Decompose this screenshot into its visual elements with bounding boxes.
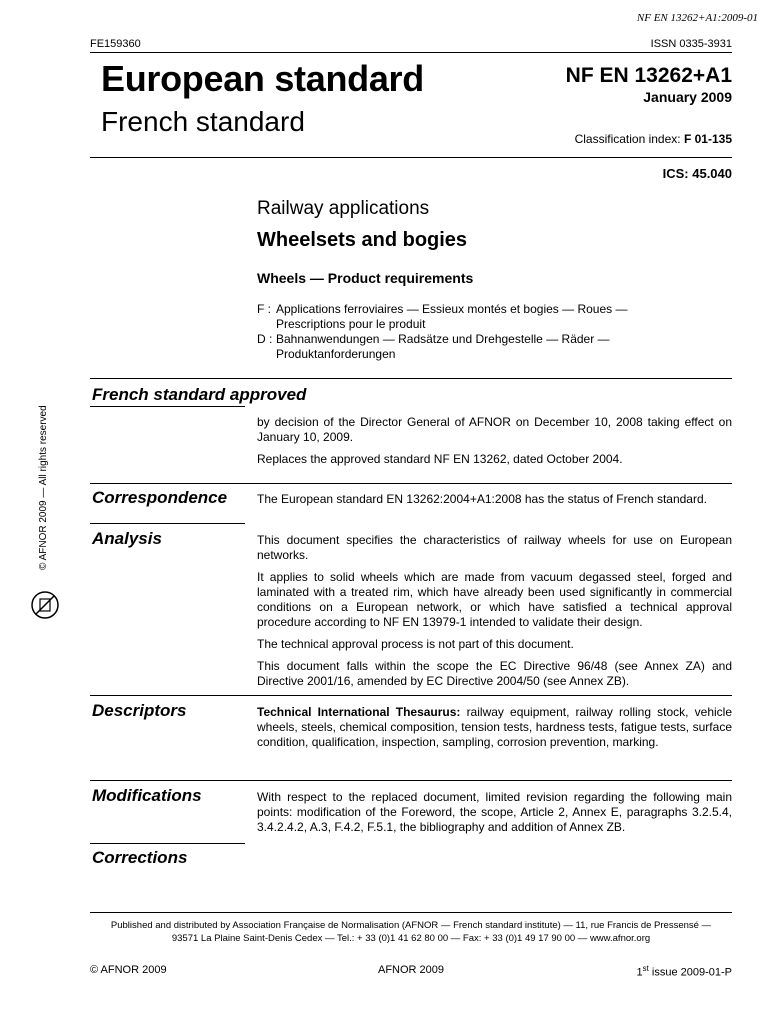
publisher-info bbox=[90, 919, 732, 945]
ics-code: ICS: 45.040 bbox=[662, 166, 732, 181]
analysis-paragraph-4: This document falls within the scope the EC Directive 96/48 (see Annex ZA) and Directive 2001/16, amended by EC Directive 2004/50 (see Annex ZB). bbox=[257, 659, 732, 688]
approved-paragraph-1: by decision of the Director General of AFNOR on December 10, 2008 taking effect on January 10, 2009. bbox=[257, 415, 732, 444]
section-rule-approved bbox=[90, 378, 732, 379]
standard-number: NF EN 13262+A1 bbox=[565, 64, 732, 87]
issue-text: issue 2009-01-P bbox=[648, 966, 732, 979]
section-title-corrections: Corrections bbox=[92, 848, 188, 867]
section-rule-analysis bbox=[90, 523, 245, 524]
section-body-approved bbox=[257, 415, 732, 474]
section-body-analysis bbox=[257, 533, 732, 696]
correspondence-paragraph-1: The European standard EN 13262:2004+A1:2008 has the status of French standard. bbox=[257, 492, 707, 506]
european-standard-title: European standard bbox=[101, 58, 424, 99]
no-copy-stamp-icon bbox=[30, 590, 60, 620]
subject-line-1: Railway applications bbox=[257, 198, 430, 219]
publication-date: January 2009 bbox=[643, 89, 732, 105]
section-title-approved: French standard approved bbox=[92, 385, 307, 404]
classification-index bbox=[575, 132, 732, 146]
modifications-paragraph-1: With respect to the replaced document, limited revision regarding the following main points: modification of the Foreword, the scope, Article 2, Annex E, paragraphs 3.2.5.4, 3.4.2.4.2, A.3, F.4.2, F.5.1, the bibliography and addition of Annex ZB. bbox=[257, 790, 732, 834]
section-title-analysis: Analysis bbox=[92, 529, 162, 548]
section-title-correspondence: Correspondence bbox=[92, 488, 228, 507]
issue-number: 1 bbox=[636, 966, 643, 979]
section-body-descriptors bbox=[257, 705, 732, 757]
translation-german bbox=[257, 332, 697, 362]
classification-label: Classification index: bbox=[574, 132, 681, 146]
section-underline-approved bbox=[90, 406, 245, 407]
subject-line-3: Wheels — Product requirements bbox=[257, 270, 474, 286]
section-body-modifications bbox=[257, 790, 732, 842]
publisher-line-2: 93571 La Plaine Saint-Denis Cedex — Tel.: + 33 (0)1 41 62 80 00 — Fax: + 33 (0)1 49 17 90 00 — www.afnor.org bbox=[171, 933, 651, 944]
header-rule bbox=[90, 52, 732, 53]
section-rule-correspondence bbox=[90, 483, 732, 484]
publisher-line-1: Published and distributed by Association Française de Normalisation (AFNOR — French standard institute) — 11, rue Francis de Pressensé — bbox=[110, 920, 712, 931]
copyright-side-text: © AFNOR 2009 — All rights reserved bbox=[38, 405, 49, 570]
footer-center: AFNOR 2009 bbox=[378, 964, 445, 976]
section-title-descriptors: Descriptors bbox=[92, 701, 187, 720]
document-reference: NF EN 13262+A1:2009-01 bbox=[636, 12, 758, 24]
footer-copyright: © AFNOR 2009 bbox=[90, 964, 167, 976]
analysis-paragraph-2: It applies to solid wheels which are made from vacuum degassed steel, forged and laminated with a treated rim, which have already been used significantly in commercial conditions on a European network, or which have satisfied a technical approval procedure according to NF EN 13979-1 intended to validate their design. bbox=[257, 570, 732, 629]
analysis-paragraph-1: This document specifies the characteristics of railway wheels for use on European networks. bbox=[257, 533, 732, 562]
section-body-correspondence bbox=[257, 492, 732, 514]
title-rule bbox=[90, 157, 732, 158]
translation-french bbox=[257, 302, 697, 332]
issn-number: ISSN 0335-3931 bbox=[650, 38, 732, 50]
translation-key-f: F : bbox=[257, 302, 271, 316]
translation-key-d: D : bbox=[257, 332, 273, 346]
fe-number: FE159360 bbox=[90, 38, 141, 50]
section-rule-modifications bbox=[90, 780, 732, 781]
translation-d-line2: Produktanforderungen bbox=[276, 347, 396, 361]
translation-f-line1: Applications ferroviaires — Essieux montés et bogies — Roues — bbox=[276, 302, 628, 316]
descriptors-label: Technical International Thesaurus: bbox=[257, 705, 461, 719]
analysis-paragraph-3: The technical approval process is not part of this document. bbox=[257, 637, 574, 651]
translation-d-line1: Bahnanwendungen — Radsätze und Drehgestelle — Räder — bbox=[276, 332, 610, 346]
section-rule-corrections bbox=[90, 843, 245, 844]
subject-line-2: Wheelsets and bogies bbox=[257, 229, 468, 251]
issue-superscript: st bbox=[642, 964, 649, 973]
translation-f-line2: Prescriptions pour le produit bbox=[276, 317, 426, 331]
classification-value: F 01-135 bbox=[683, 132, 732, 146]
descriptors-text: railway equipment, railway rolling stock, vehicle wheels, steels, chemical composition, tension tests, hardness tests, fatigue tests, surface condition, qualification, inspection, sampling, corrosion prevention, marking. bbox=[257, 705, 732, 749]
french-standard-title: French standard bbox=[101, 106, 305, 137]
section-title-modifications: Modifications bbox=[92, 786, 202, 805]
footer-issue bbox=[636, 964, 732, 979]
footer-rule bbox=[90, 912, 732, 913]
section-rule-descriptors bbox=[90, 695, 732, 696]
approved-paragraph-2: Replaces the approved standard NF EN 13262, dated October 2004. bbox=[257, 452, 623, 466]
